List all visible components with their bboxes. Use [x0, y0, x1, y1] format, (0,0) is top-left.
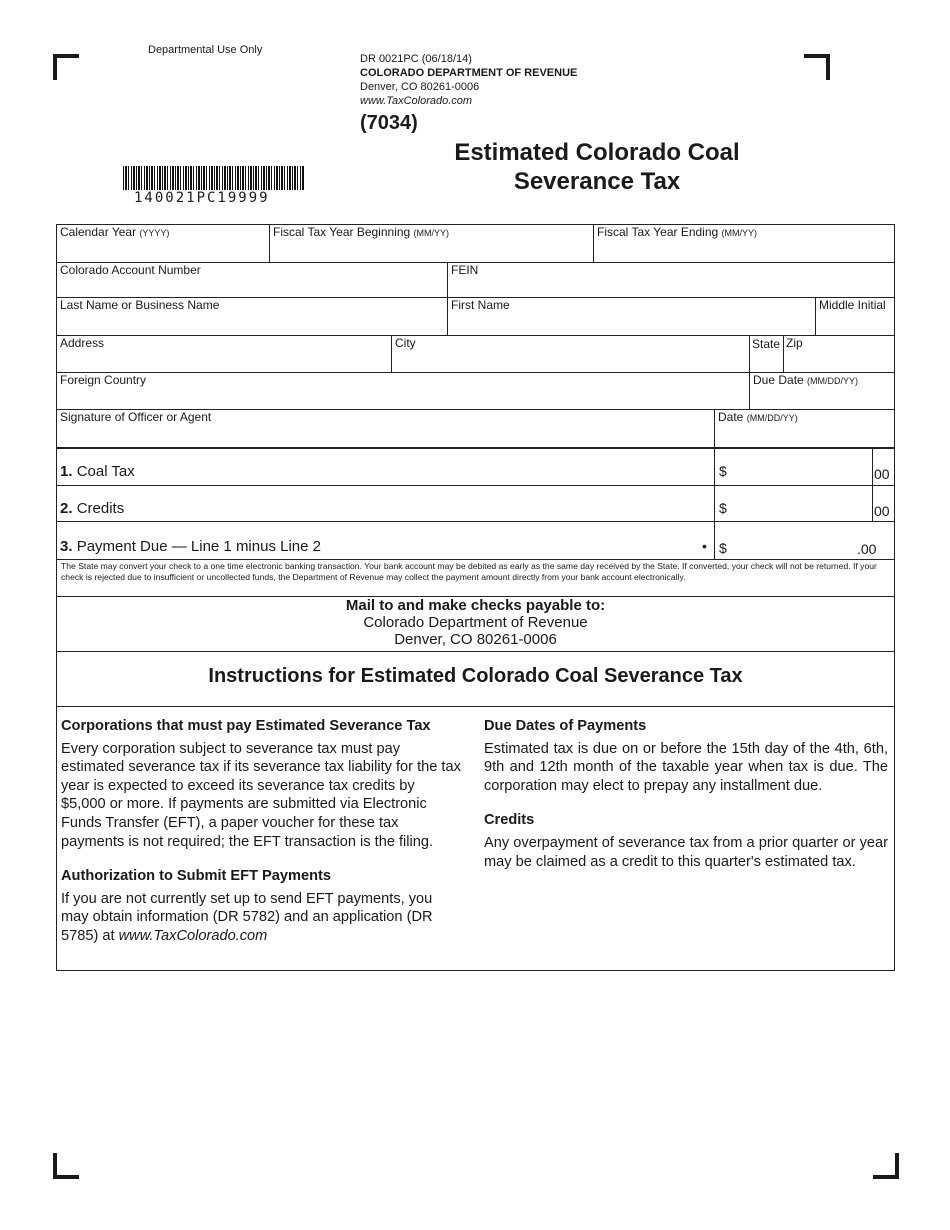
corporations-body: Every corporation subject to severance tax must pay estimated severance tax if its severance tax liability for the tax year is expected to exceed its severance tax credits by $5,000 or more. If payments are submitted via Electronic Funds Transfer (EFT), a paper voucher for these tax payments is not required; the EFT transaction is the filing.: [61, 740, 461, 850]
fiscal-begin-unit: (MM/YY): [413, 228, 450, 238]
fiscal-begin-label: Fiscal Tax Year Beginning: [273, 225, 411, 239]
mail-line-1: Colorado Department of Revenue: [363, 614, 588, 631]
line-2-cents[interactable]: 00: [874, 503, 890, 519]
barcode: [123, 166, 305, 190]
form-code: (7034): [360, 112, 418, 134]
line-2-credits: [60, 500, 124, 517]
due-dates-body: Estimated tax is due on or before the 15th day of the 4th, 6th, 9th and 12th month of the taxable year when tax is due. The corporation may elect to prepay any installment due.: [484, 740, 888, 794]
mail-line-2: Denver, CO 80261-0006: [394, 631, 557, 648]
address-field[interactable]: Address: [60, 336, 105, 350]
line-3-number: 3.: [60, 538, 73, 555]
middle-initial-field[interactable]: Middle Initial: [819, 298, 886, 312]
fiscal-begin-field[interactable]: [273, 225, 449, 239]
due-date-field[interactable]: [753, 373, 858, 387]
date-field[interactable]: [718, 410, 798, 424]
first-name-field[interactable]: First Name: [451, 298, 510, 312]
line-2-label: Credits: [76, 500, 125, 517]
crop-mark-bottom-right: [873, 1153, 899, 1179]
corporations-heading: Corporations that must pay Estimated Severance Tax: [61, 718, 431, 734]
crop-mark-top-right: [804, 54, 830, 80]
line-1-dollar-sign: $: [719, 463, 727, 479]
line-1-number: 1.: [60, 463, 73, 480]
due-dates-heading: Due Dates of Payments: [484, 718, 647, 734]
due-date-unit: (MM/DD/YY): [807, 376, 859, 386]
calendar-year-unit: (YYYY): [139, 228, 170, 238]
line-3-bullet: •: [702, 538, 707, 554]
fein-field[interactable]: FEIN: [451, 263, 479, 277]
last-name-field[interactable]: Last Name or Business Name: [60, 298, 220, 312]
fiscal-end-field[interactable]: [597, 225, 757, 239]
instructions-right-column: [484, 717, 888, 887]
form-header: [360, 52, 577, 108]
mail-heading: Mail to and make checks payable to:: [345, 597, 606, 614]
barcode-text: 140021PC19999: [134, 190, 270, 206]
form-number: DR 0021PC (06/18/14): [360, 53, 472, 65]
date-label: Date: [718, 410, 744, 424]
line-1-amount-input[interactable]: [717, 448, 872, 484]
eft-body-text: If you are not currently set up to send EFT payments, you may obtain information (DR 5782) and an application (DR 5785) at: [61, 890, 433, 944]
eft-body: [61, 890, 463, 946]
credits-heading: Credits: [484, 812, 535, 829]
line-3-payment-due: [60, 538, 321, 555]
fiscal-end-unit: (MM/YY): [721, 228, 758, 238]
website-link[interactable]: www.TaxColorado.com: [360, 95, 473, 107]
state-field[interactable]: State: [752, 337, 781, 351]
city-field[interactable]: City: [395, 336, 416, 350]
line-3-dollar-sign: $: [719, 540, 727, 556]
line-1-coal-tax: [60, 463, 135, 480]
line-1-cents[interactable]: 00: [874, 466, 890, 482]
eft-website-link[interactable]: www.TaxColorado.com: [118, 927, 268, 944]
department-address: Denver, CO 80261-0006: [360, 81, 480, 93]
check-conversion-notice: The State may convert your check to a one time electronic banking transaction. Your bank account may be debited as early as the same day received by the State. If converted, your check will not be returned. If your check is rejected due to insufficient or uncollected funds, the Department of Revenue may collect the payment amount directly from your bank account electronically.: [61, 561, 877, 582]
due-date-label: Due Date: [753, 373, 804, 387]
line-3-label: Payment Due — Line 1 minus Line 2: [76, 538, 321, 555]
department-name: COLORADO DEPARTMENT OF REVENUE: [360, 67, 578, 79]
page-title: [440, 138, 754, 196]
foreign-country-field[interactable]: Foreign Country: [60, 373, 147, 387]
zip-field[interactable]: Zip: [786, 336, 803, 350]
line-2-amount-input[interactable]: [717, 486, 872, 520]
credits-body: Any overpayment of severance tax from a prior quarter or year may be claimed as a credit to this quarter's estimated tax.: [484, 834, 888, 870]
instructions-title: Instructions for Estimated Colorado Coal Severance Tax: [208, 665, 743, 687]
voucher-form: [56, 224, 895, 971]
eft-heading: Authorization to Submit EFT Payments: [61, 868, 331, 885]
line-2-number: 2.: [60, 500, 73, 517]
title-line-2: Severance Tax: [513, 168, 681, 195]
line-1-label: Coal Tax: [76, 463, 135, 480]
title-line-1: Estimated Colorado Coal: [454, 139, 740, 166]
crop-mark-bottom-left: [53, 1153, 79, 1179]
calendar-year-label: Calendar Year: [60, 225, 137, 239]
fiscal-end-label: Fiscal Tax Year Ending: [597, 225, 719, 239]
account-number-field[interactable]: Colorado Account Number: [60, 263, 201, 277]
signature-field[interactable]: Signature of Officer or Agent: [60, 410, 212, 424]
calendar-year-field[interactable]: [60, 225, 169, 239]
departmental-use-label: Departmental Use Only: [148, 44, 263, 56]
instructions-left-column: [61, 717, 463, 962]
date-unit: (MM/DD/YY): [746, 413, 798, 423]
line-2-dollar-sign: $: [719, 500, 727, 516]
line-3-cents[interactable]: .00: [857, 541, 877, 557]
crop-mark-top-left: [53, 54, 79, 80]
